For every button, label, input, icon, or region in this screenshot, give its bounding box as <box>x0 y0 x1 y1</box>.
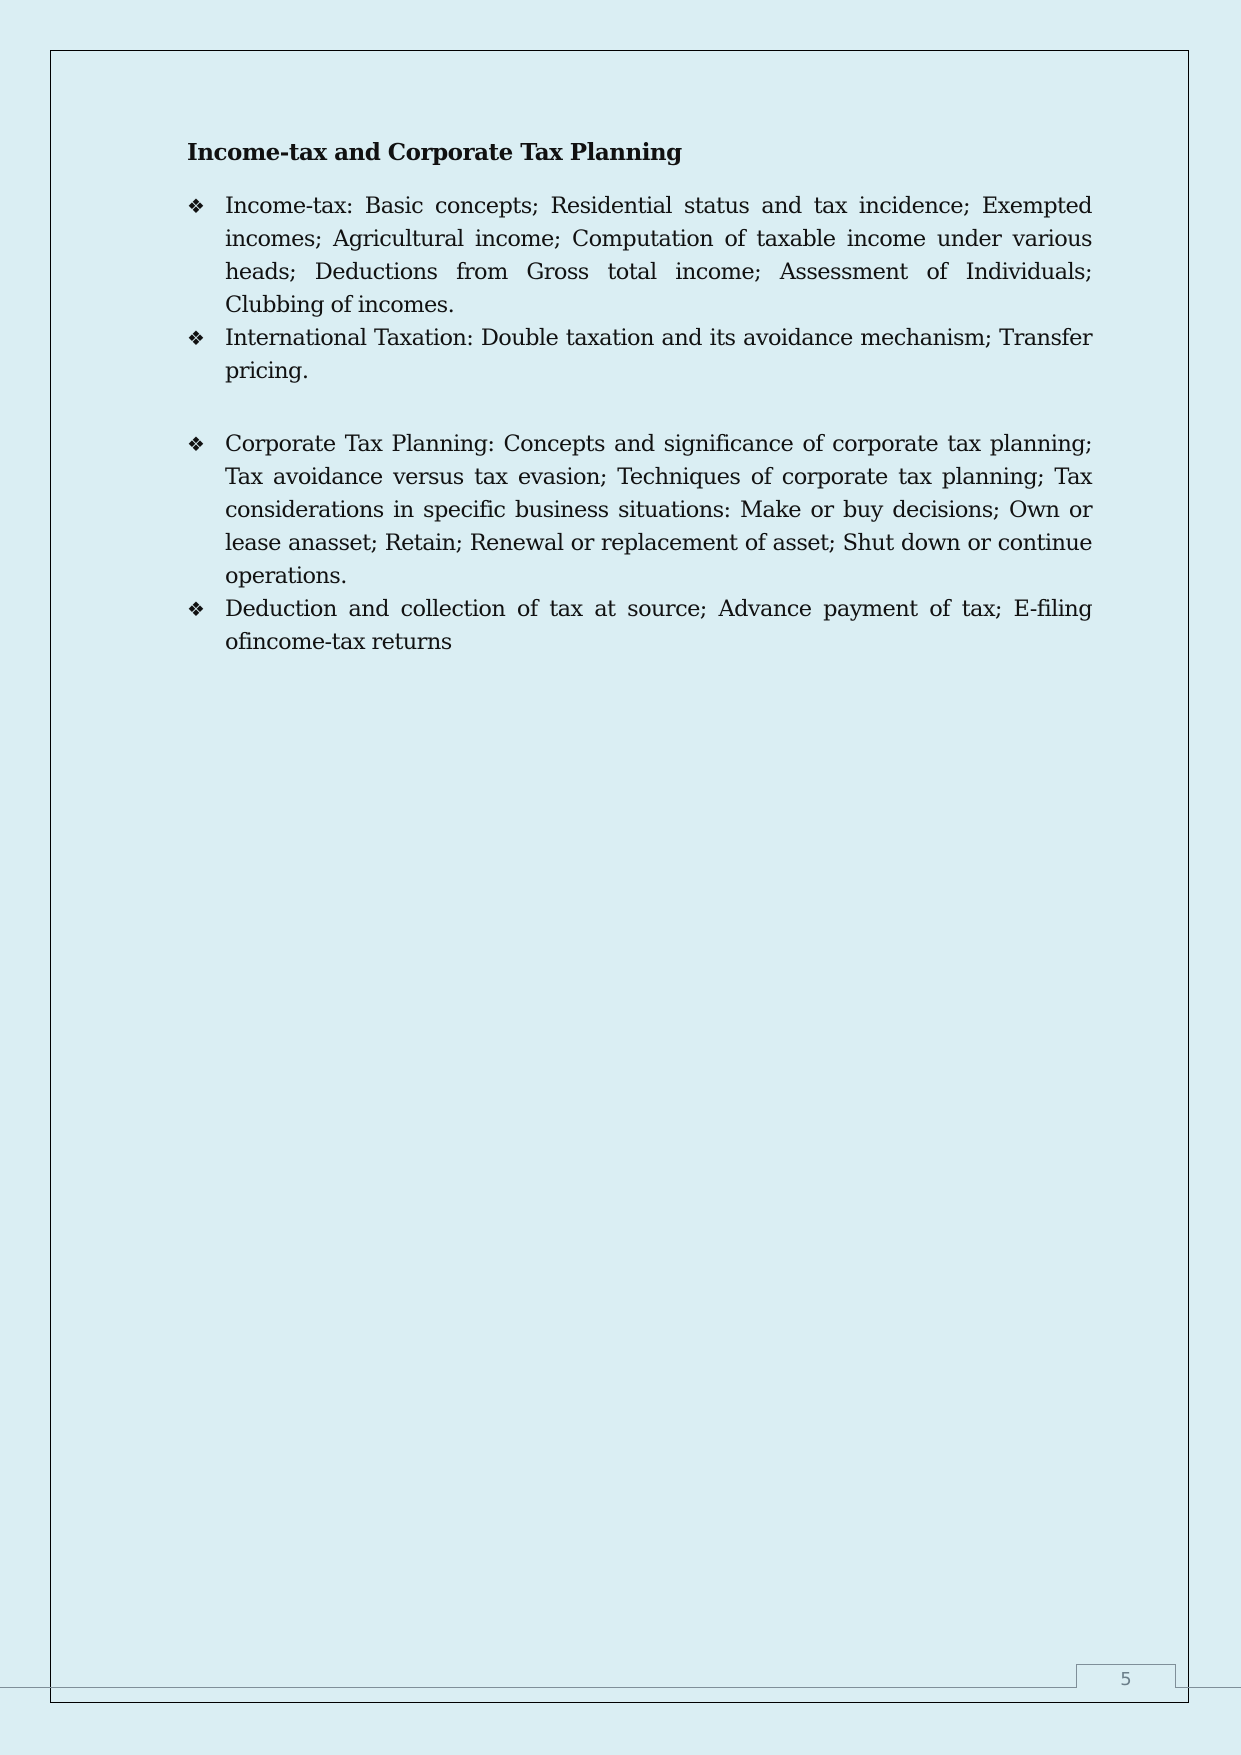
page-number: 5 <box>1120 1669 1132 1690</box>
page-number-tab <box>1076 1664 1176 1688</box>
diamond-bullet-icon: ❖ <box>187 326 205 350</box>
list-item <box>187 322 1092 388</box>
diamond-bullet-icon: ❖ <box>187 597 205 621</box>
list-item-text: International Taxation: Double taxation and its avoidance mechanism; Transfer pricing. <box>225 325 1092 384</box>
document-body <box>187 138 1092 659</box>
topic-list <box>187 190 1092 659</box>
list-item-text: Deduction and collection of tax at source; Advance payment of tax; E-filing ofincome-tax returns <box>225 596 1092 655</box>
list-item-text: Corporate Tax Planning: Concepts and significance of corporate tax planning; Tax avoidance versus tax evasion; Techniques of corporate tax planning; Tax considerations in specific business situations: Make or buy decisions; Own or lease anasset; Retain; Renewal or replacement of asset; Shut down or continue operations. <box>225 431 1092 589</box>
footer-rule <box>0 1687 1241 1688</box>
diamond-bullet-icon: ❖ <box>187 432 205 456</box>
list-item-text: Income-tax: Basic concepts; Residential status and tax incidence; Exempted incomes; Agricultural income; Computation of taxable income under various heads; Deductions from Gross total income; Assessment of Individuals; Clubbing of incomes. <box>225 193 1092 318</box>
list-item <box>187 428 1092 593</box>
list-item <box>187 190 1092 322</box>
list-item <box>187 593 1092 659</box>
diamond-bullet-icon: ❖ <box>187 194 205 218</box>
section-heading: Income-tax and Corporate Tax Planning <box>187 139 682 166</box>
